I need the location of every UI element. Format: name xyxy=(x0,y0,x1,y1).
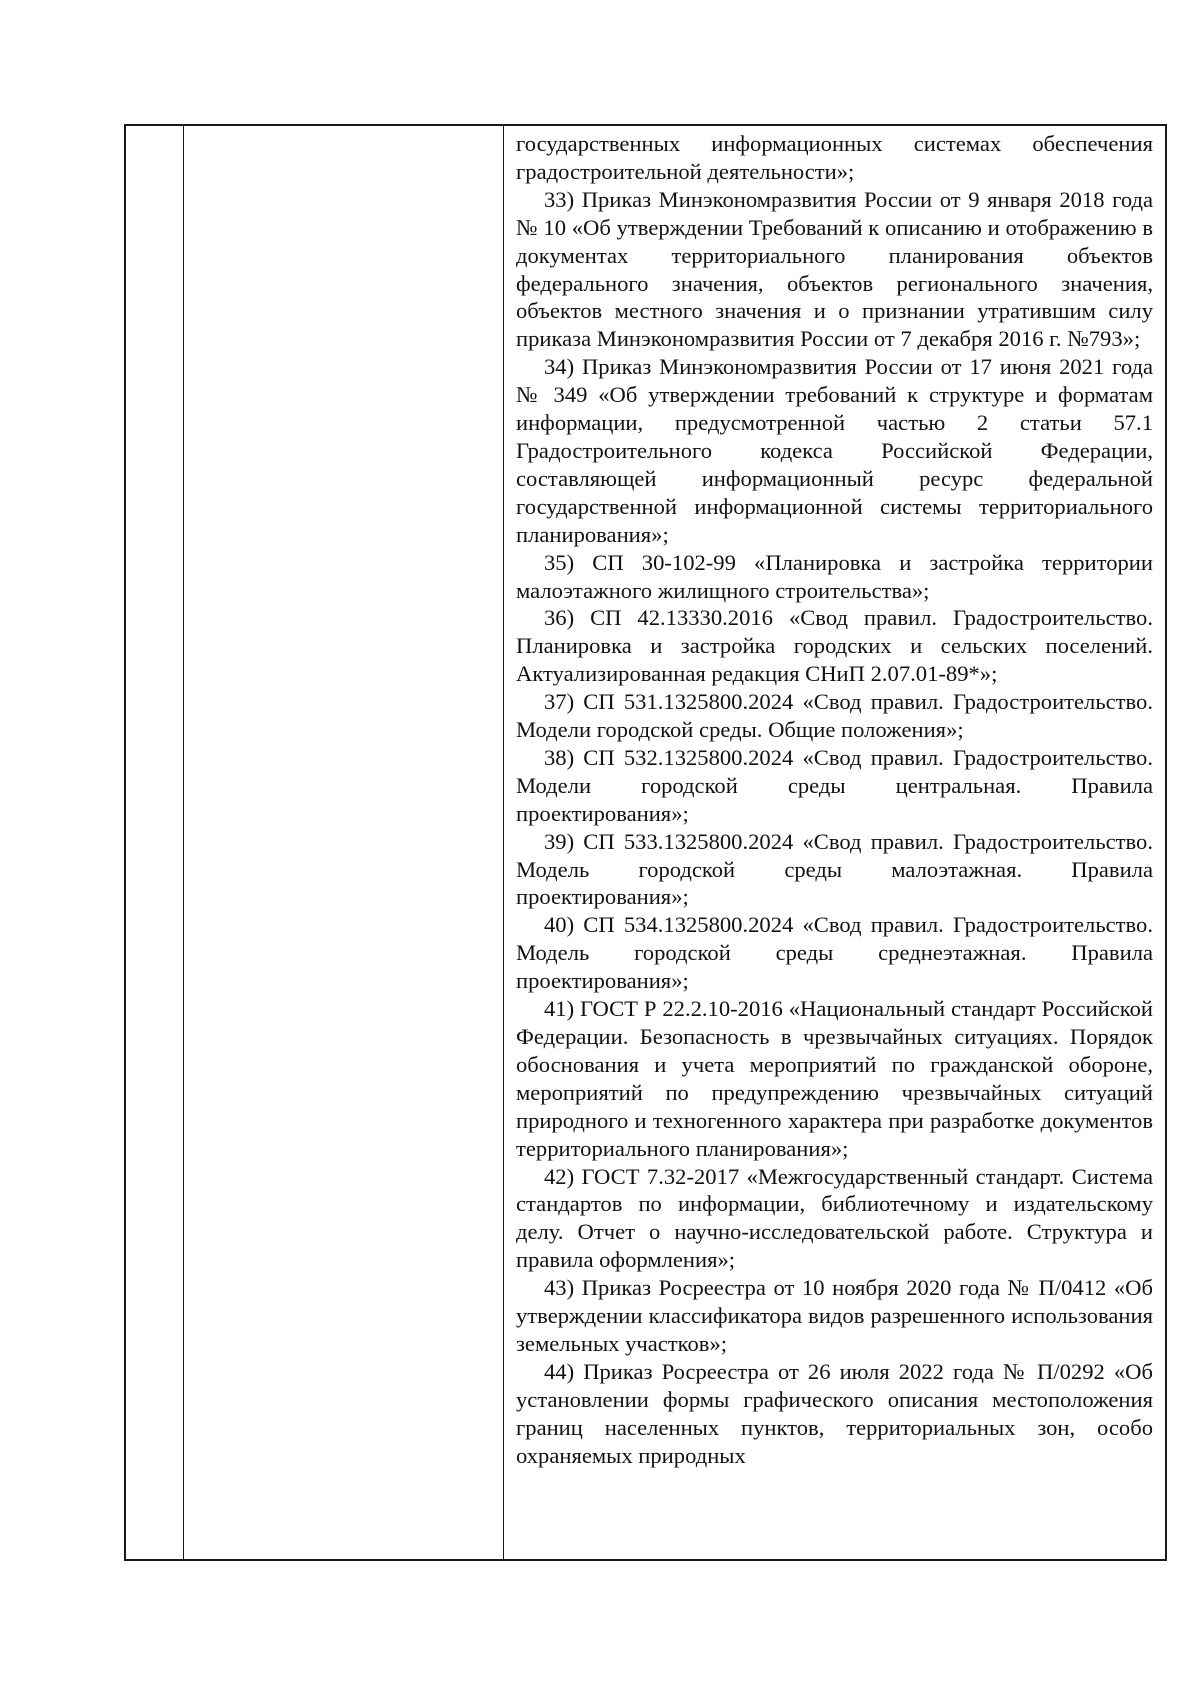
paragraph-44: 44) Приказ Росреестра от 26 июля 2022 года № П/0292 «Об установлении формы графического описания местоположения границ населенных пунктов, территориальных зон, особо охраняемых природных xyxy=(516,1358,1153,1468)
paragraph-35: 35) СП 30-102-99 «Планировка и застройка территории малоэтажного жилищного строительства»; xyxy=(516,549,1153,603)
paragraph-43: 43) Приказ Росреестра от 10 ноября 2020 года № П/0412 «Об утверждении классификатора видов разрешенного использования земельных участков»; xyxy=(516,1275,1153,1356)
paragraph-33: 33) Приказ Минэкономразвития России от 9 января 2018 года № 10 «Об утверждении Требований к описанию и отображению в документах территориального планирования объектов федерального значения, объектов регионального значения, объектов местного значения и о признании утратившим силу приказа Минэкономразвития России от 7 декабря 2016 г. №793»; xyxy=(516,186,1153,352)
paragraph-39: 39) СП 533.1325800.2024 «Свод правил. Градостроительство. Модель городской среды малоэтажная. Правила проектирования»; xyxy=(516,828,1153,910)
document-table xyxy=(124,124,1167,1561)
paragraph-34: 34) Приказ Минэкономразвития России от 17 июня 2021 года № 349 «Об утверждении требований к структуре и форматам информации, предусмотренной частью 2 статьи 57.1 Градостроительного кодекса Российской Федерации, составляющей информационный ресурс федеральной государственной информационной системы территориального планирования»; xyxy=(516,354,1153,547)
paragraph-32-continuation: государственных информационных системах обеспечения градостроительной деятельности»; xyxy=(516,131,1153,184)
paragraph-37: 37) СП 531.1325800.2024 «Свод правил. Градостроительство. Модели городской среды. Общие положения»; xyxy=(516,689,1153,743)
paragraph-42: 42) ГОСТ 7.32-2017 «Межгосударственный стандарт. Система стандартов по информации, библиотечному и издательскому делу. Отчет о научно-исследовательской работе. Структура и правила оформления»; xyxy=(516,1163,1153,1273)
paragraph-38: 38) СП 532.1325800.2024 «Свод правил. Градостроительство. Модели городской среды центральная. Правила проектирования»; xyxy=(516,744,1153,826)
table-column-name xyxy=(184,126,504,1559)
table-column-number xyxy=(126,126,184,1559)
table-column-content xyxy=(504,126,1165,1559)
paragraph-41: 41) ГОСТ Р 22.2.10-2016 «Национальный стандарт Российской Федерации. Безопасность в чрезвычайных ситуациях. Порядок обоснования и учета мероприятий по гражданской обороне, мероприятий по предупреждению чрезвычайных ситуаций природного и техногенного характера при разработке документов территориального планирования»; xyxy=(516,996,1153,1161)
paragraph-36: 36) СП 42.13330.2016 «Свод правил. Градостроительство. Планировка и застройка городских и сельских поселений. Актуализированная редакция СНиП 2.07.01-89*»; xyxy=(516,605,1153,687)
paragraph-40: 40) СП 534.1325800.2024 «Свод правил. Градостроительство. Модель городской среды среднеэтажная. Правила проектирования»; xyxy=(516,912,1153,994)
